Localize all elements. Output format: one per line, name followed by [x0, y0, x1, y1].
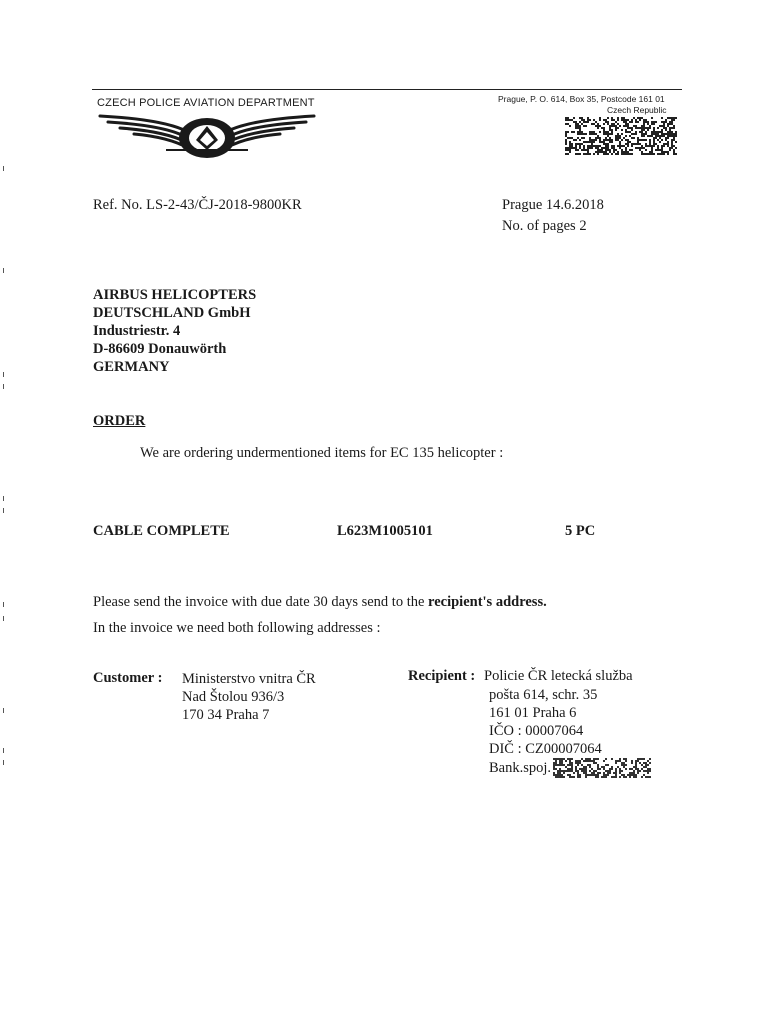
recipient-address-line: 161 01 Praha 6	[489, 705, 577, 721]
order-heading: ORDER	[93, 413, 146, 429]
margin-mark	[3, 616, 4, 621]
customer-address-line: Ministerstvo vnitra ČR	[182, 671, 316, 687]
org-country: Czech Republic	[607, 105, 667, 115]
addressee-line: AIRBUS HELICOPTERS	[93, 287, 257, 303]
order-intro: We are ordering undermentioned items for EC 135 helicopter :	[140, 445, 504, 461]
margin-mark	[3, 708, 4, 713]
invoice-instruction	[93, 594, 547, 611]
police-aviation-logo	[96, 110, 318, 166]
margin-mark	[3, 760, 4, 765]
recipient-address-line: pošta 614, schr. 35	[489, 687, 598, 703]
margin-mark	[3, 166, 4, 171]
recipient-name: Policie ČR letecká služba	[484, 668, 633, 684]
customer-label: Customer :	[93, 670, 163, 686]
reference-number: Ref. No. LS-2-43/ČJ-2018-9800KR	[93, 197, 302, 213]
invoice-instruction-text: Please send the invoice with due date 30 days send to the	[93, 594, 429, 610]
recipient-label: Recipient :	[408, 668, 476, 684]
margin-mark	[3, 748, 4, 753]
recipient-address-line: IČO : 00007064	[489, 723, 584, 739]
org-name: CZECH POLICE AVIATION DEPARTMENT	[97, 97, 315, 109]
letter-date: Prague 14.6.2018	[502, 197, 604, 213]
customer-address-line: Nad Štolou 936/3	[182, 689, 285, 705]
item-quantity: 5 PC	[565, 523, 596, 539]
addressee-line: D-86609 Donauwörth	[93, 341, 227, 357]
customer-address	[182, 670, 316, 724]
addressee-line: DEUTSCHLAND GmbH	[93, 305, 251, 321]
item-part-number: L623M1005101	[337, 523, 433, 539]
margin-mark	[3, 508, 4, 513]
invoice-addresses-note: In the invoice we need both following addresses :	[93, 620, 381, 636]
addressee-block	[93, 286, 256, 376]
addressee-line: GERMANY	[93, 359, 170, 375]
margin-mark	[3, 602, 4, 607]
bank-label: Bank.spoj.	[489, 760, 552, 776]
customer-address-line: 170 34 Praha 7	[182, 707, 270, 723]
page-count: No. of pages 2	[502, 218, 587, 234]
header-rule	[92, 89, 682, 90]
barcode-image	[565, 117, 677, 155]
margin-mark	[3, 384, 4, 389]
margin-mark	[3, 496, 4, 501]
invoice-instruction-emphasis: recipient's address.	[428, 594, 547, 610]
bank-row	[489, 758, 651, 778]
margin-mark	[3, 268, 4, 273]
redacted-bank-account	[553, 758, 651, 778]
item-name: CABLE COMPLETE	[93, 523, 230, 539]
org-address: Prague, P. O. 614, Box 35, Postcode 161 01	[498, 94, 665, 104]
recipient-address-line: DIČ : CZ00007064	[489, 741, 602, 757]
addressee-line: Industriestr. 4	[93, 323, 181, 339]
recipient-address	[489, 686, 651, 778]
margin-mark	[3, 372, 4, 377]
